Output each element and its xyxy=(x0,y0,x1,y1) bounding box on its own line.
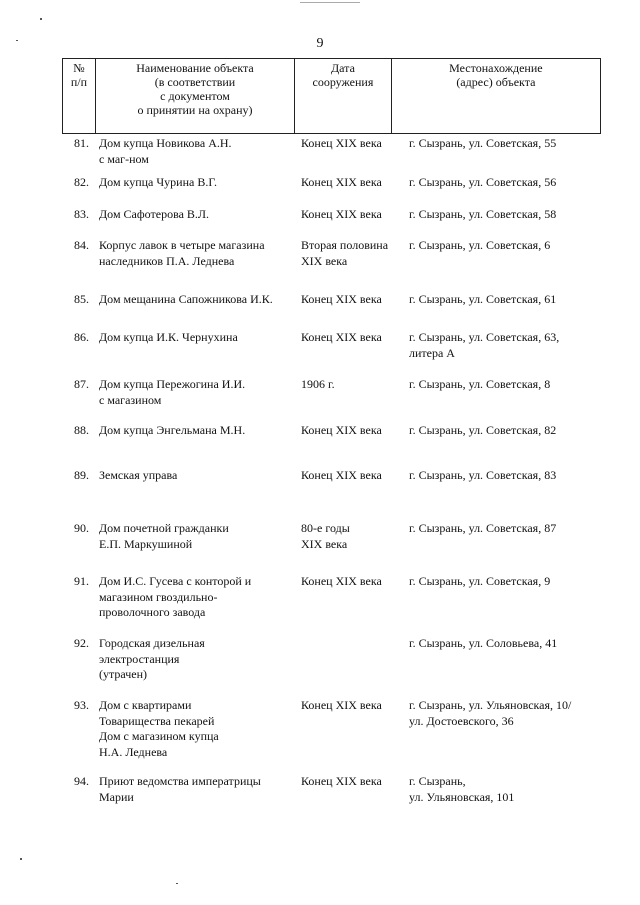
row-object-name: Дом Сафотерова В.Л. xyxy=(99,207,210,221)
row-object-name: Дом купца Пережогина И.И. с магазином xyxy=(99,377,246,407)
row-number: 84. xyxy=(74,238,89,252)
row-number: 93. xyxy=(74,698,89,712)
row-date: Конец XIX века xyxy=(301,574,382,588)
row-date: Конец XIX века xyxy=(301,468,382,482)
row-number: 91. xyxy=(74,574,89,588)
row-number: 82. xyxy=(74,175,89,189)
row-location: г. Сызрань, ул. Советская, 82 xyxy=(409,423,557,437)
row-object-name: Дом купца Чурина В.Г. xyxy=(99,175,217,189)
row-object-name: Земская управа xyxy=(99,468,178,482)
row-location: г. Сызрань, ул. Советская, 87 xyxy=(409,521,557,535)
row-object-name: Приют ведомства императрицы Марии xyxy=(99,774,261,804)
row-date: Конец XIX века xyxy=(301,175,382,189)
row-object-name: Корпус лавок в четыре магазина наследников П.А. Леднева xyxy=(99,238,265,268)
scan-speck xyxy=(176,883,178,884)
row-location: г. Сызрань, ул. Советская, 8 xyxy=(409,377,551,391)
row-location: г. Сызрань, ул. Советская, 55 xyxy=(409,136,557,150)
row-location: г. Сызрань, ул. Советская, 6 xyxy=(409,238,551,252)
row-object-name: Дом купца И.К. Чернухина xyxy=(99,330,238,344)
row-number: 94. xyxy=(74,774,89,788)
row-date: 80-е годы XIX века xyxy=(301,521,350,551)
row-date: Конец XIX века xyxy=(301,136,382,150)
row-date: 1906 г. xyxy=(301,377,335,391)
row-number: 85. xyxy=(74,292,89,306)
row-location: г. Сызрань, ул. Советская, 58 xyxy=(409,207,557,221)
row-object-name: Дом мещанина Сапожникова И.К. xyxy=(99,292,273,306)
row-number: 89. xyxy=(74,468,89,482)
row-number: 83. xyxy=(74,207,89,221)
row-location: г. Сызрань, ул. Советская, 83 xyxy=(409,468,557,482)
row-object-name: Дом купца Новикова А.Н. с маг-ном xyxy=(99,136,232,166)
row-location: г. Сызрань, ул. Советская, 56 xyxy=(409,175,557,189)
header-number: № п/п xyxy=(63,59,96,133)
row-location: г. Сызрань, ул. Советская, 63, литера А xyxy=(409,330,560,360)
row-location: г. Сызрань, ул. Соловьева, 41 xyxy=(409,636,558,650)
row-number: 87. xyxy=(74,377,89,391)
row-date: Вторая половина XIX века xyxy=(301,238,389,268)
row-date: Конец XIX века xyxy=(301,774,382,788)
row-number: 81. xyxy=(74,136,89,150)
row-object-name: Дом И.С. Гусева с конторой и магазином гвоздильно- проволочного завода xyxy=(99,574,252,619)
row-object-name: Дом с квартирами Товарищества пекарей Дом с магазином купца Н.А. Леднева xyxy=(99,698,219,759)
header-location: Местонахождение (адрес) объекта xyxy=(449,61,543,89)
row-location: г. Сызрань, ул. Ульяновская, 10/ ул. Достоевского, 36 xyxy=(409,698,572,728)
row-number: 88. xyxy=(74,423,89,437)
page-number: 9 xyxy=(316,36,324,51)
row-date: Конец XIX века xyxy=(301,423,382,437)
header-construction-date: Дата сооружения xyxy=(295,59,392,133)
row-location: г. Сызрань, ул. Советская, 9 xyxy=(409,574,551,588)
row-location: г. Сызрань, ул. Советская, 61 xyxy=(409,292,557,306)
row-date: Конец XIX века xyxy=(301,207,382,221)
row-object-name: Дом почетной гражданки Е.П. Маркушиной xyxy=(99,521,229,551)
row-number: 90. xyxy=(74,521,89,535)
header-object-name: Наименование объекта (в соответствии с документом о принятии на охрану) xyxy=(96,59,295,133)
scan-speck xyxy=(20,858,22,860)
row-location: г. Сызрань, ул. Ульяновская, 101 xyxy=(409,774,515,804)
row-object-name: Дом купца Энгельмана М.Н. xyxy=(99,423,246,437)
row-date: Конец XIX века xyxy=(301,330,382,344)
row-date: Конец XIX века xyxy=(301,292,382,306)
row-object-name: Городская дизельная электростанция (утрачен) xyxy=(99,636,205,681)
row-number: 86. xyxy=(74,330,89,344)
row-date: Конец XIX века xyxy=(301,698,382,712)
row-number: 92. xyxy=(74,636,89,650)
